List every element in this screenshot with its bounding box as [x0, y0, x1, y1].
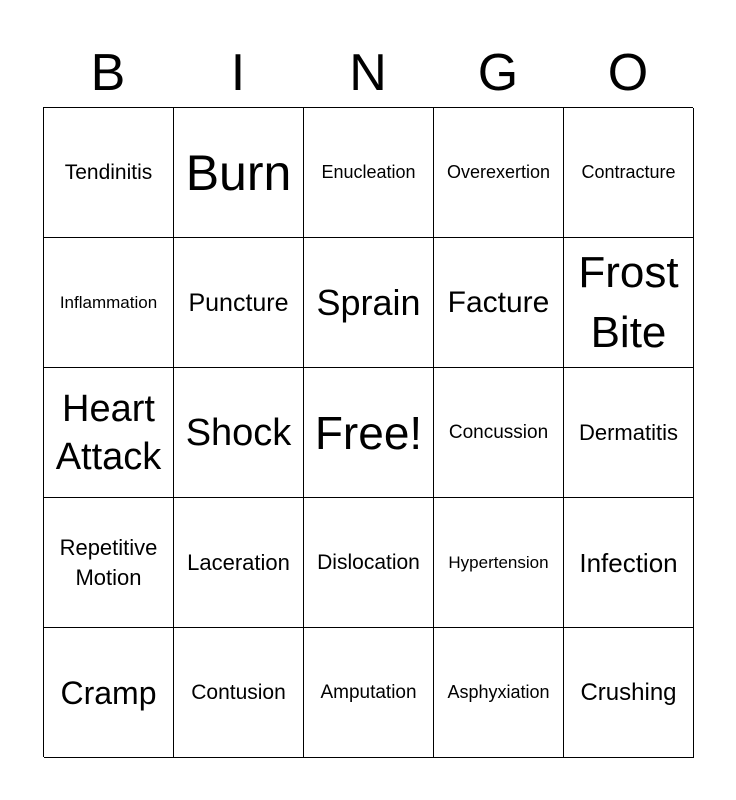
- cell-text: Sprain: [316, 281, 421, 323]
- header-letter-o: O: [607, 44, 649, 102]
- bingo-cell[interactable]: [564, 108, 694, 238]
- bingo-cell[interactable]: [434, 368, 564, 498]
- header-letter-n: N: [349, 44, 387, 102]
- cell-text: Cramp: [60, 674, 157, 711]
- bingo-cell[interactable]: [564, 238, 694, 368]
- cell-text: Contracture: [581, 162, 676, 182]
- bingo-cell[interactable]: [564, 498, 694, 628]
- cell-text: Free!: [314, 406, 423, 459]
- cell-text: Hypertension: [448, 553, 549, 572]
- bingo-cell[interactable]: [44, 498, 174, 628]
- cell-text: Puncture: [188, 288, 289, 317]
- bingo-cell[interactable]: [174, 238, 304, 368]
- cell-text: Dislocation: [317, 550, 420, 574]
- header-letter-g: G: [477, 44, 519, 102]
- cell-text: Heart Attack: [55, 387, 162, 478]
- bingo-cell[interactable]: [434, 108, 564, 238]
- bingo-cell[interactable]: [434, 498, 564, 628]
- bingo-cell[interactable]: [174, 498, 304, 628]
- bingo-cell[interactable]: [304, 238, 434, 368]
- cell-text: Overexertion: [446, 162, 551, 182]
- bingo-header: [43, 40, 693, 106]
- cell-text: Contusion: [191, 680, 286, 704]
- cell-text: Inflammation: [59, 293, 158, 312]
- cell-text: Burn: [185, 144, 292, 201]
- cell-text: Repetitive Motion: [59, 534, 158, 590]
- cell-text: Crushing: [580, 678, 677, 706]
- cell-text: Asphyxiation: [447, 682, 550, 702]
- bingo-cell[interactable]: [304, 108, 434, 238]
- bingo-cell[interactable]: [44, 108, 174, 238]
- bingo-cell[interactable]: [44, 628, 174, 758]
- cell-text: Enucleation: [321, 162, 416, 182]
- cell-text: Amputation: [320, 681, 417, 703]
- cell-text: Shock: [185, 411, 292, 454]
- bingo-cell[interactable]: [434, 628, 564, 758]
- cell-text: Tendinitis: [64, 160, 153, 184]
- bingo-cell[interactable]: [174, 368, 304, 498]
- bingo-cell[interactable]: [304, 368, 434, 498]
- header-letter-i: I: [230, 44, 246, 102]
- bingo-cell[interactable]: [434, 238, 564, 368]
- cell-text: Concussion: [448, 422, 549, 443]
- cell-text: Frost Bite: [578, 247, 679, 357]
- bingo-cell[interactable]: [564, 628, 694, 758]
- bingo-cell[interactable]: [174, 108, 304, 238]
- bingo-grid: [43, 107, 693, 757]
- cell-text: Dermatitis: [578, 419, 678, 445]
- cell-text: Laceration: [187, 549, 290, 575]
- cell-text: Infection: [579, 547, 678, 578]
- bingo-cell[interactable]: [304, 498, 434, 628]
- header-letter-b: B: [90, 44, 126, 102]
- bingo-cell[interactable]: [174, 628, 304, 758]
- bingo-cell[interactable]: [44, 238, 174, 368]
- bingo-cell[interactable]: [44, 368, 174, 498]
- bingo-cell[interactable]: [564, 368, 694, 498]
- cell-text: Facture: [447, 285, 550, 319]
- bingo-cell[interactable]: [304, 628, 434, 758]
